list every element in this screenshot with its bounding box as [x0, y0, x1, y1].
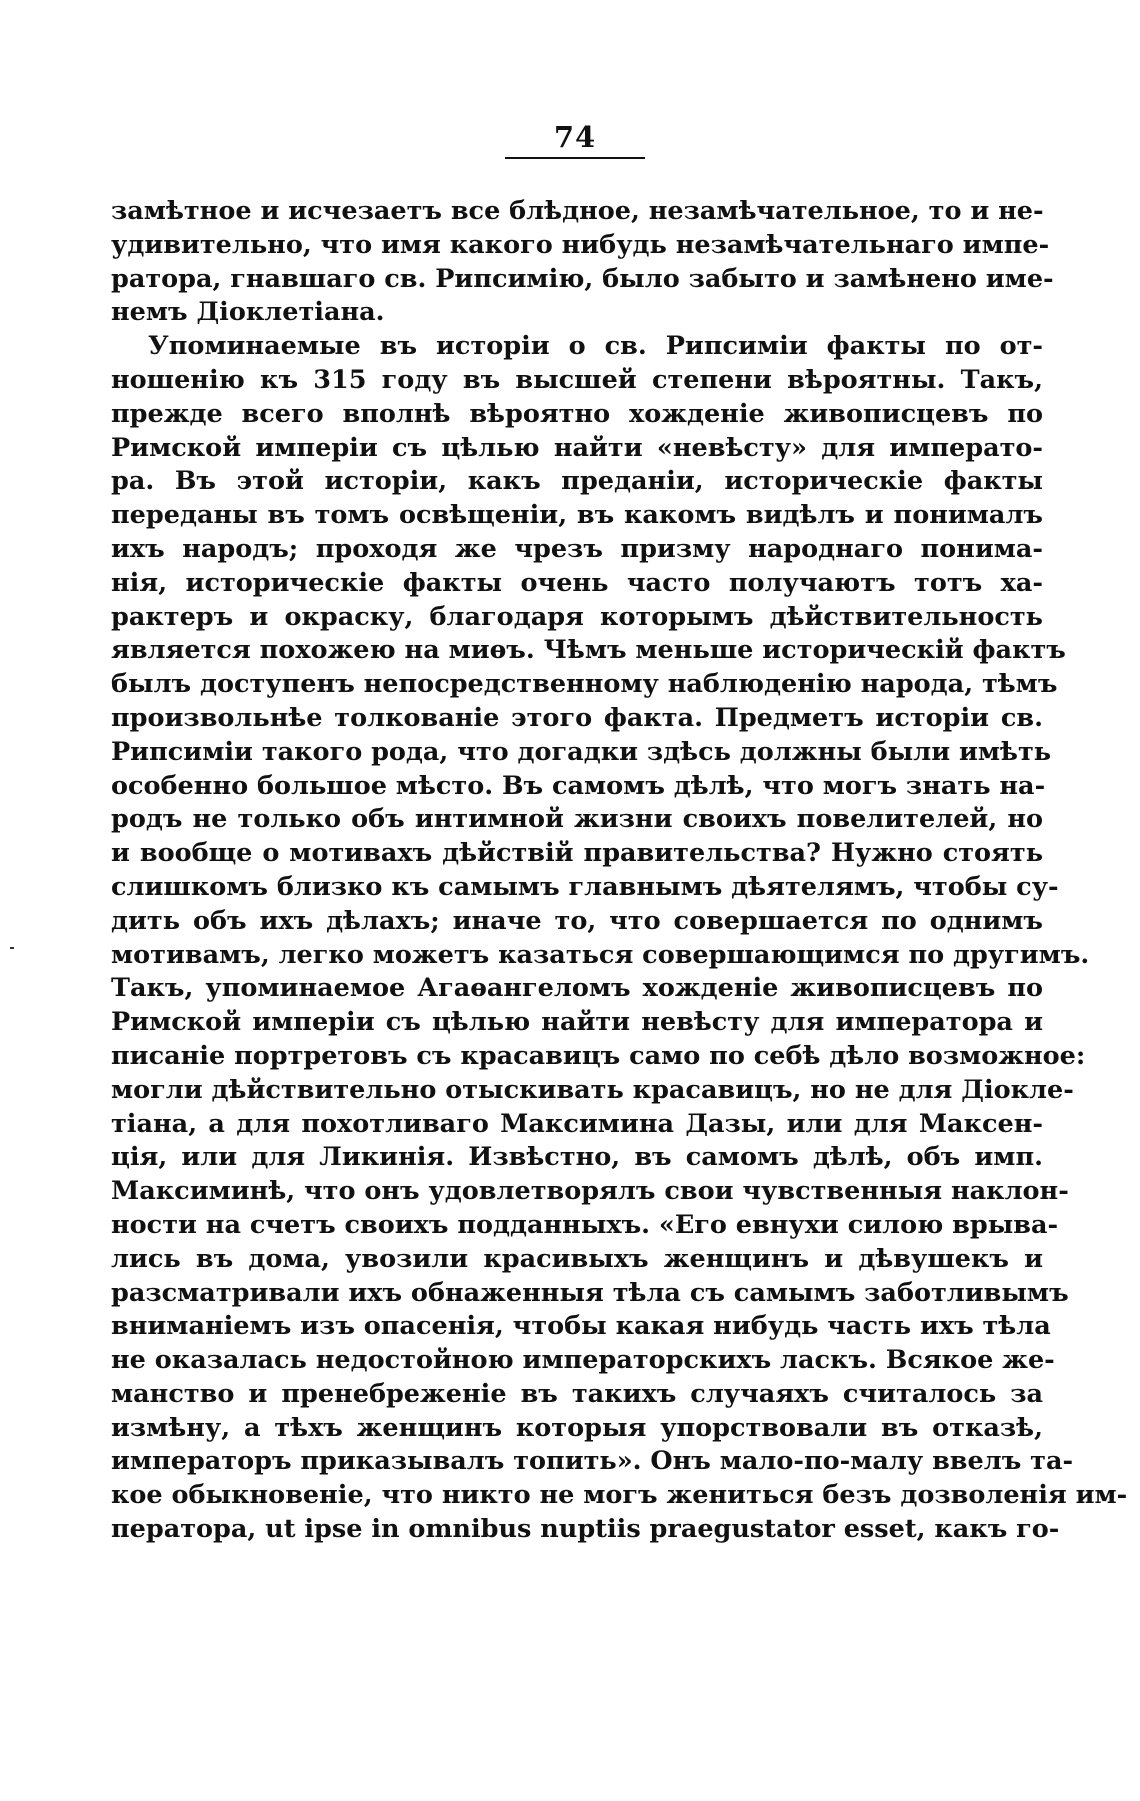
- text-line: императоръ приказывалъ топить». Онъ мало-по-малу ввелъ та-: [111, 1446, 1074, 1477]
- text-line: замѣтное и исчезаетъ все блѣдное, незамѣчательное, то и не-: [111, 196, 1044, 226]
- text-line: дить объ ихъ дѣлахъ; иначе то, что совершается по однимъ: [111, 905, 1043, 936]
- page-number: 74: [553, 120, 597, 154]
- text-line: ихъ народъ; проходя же чрезъ призму народнаго понима-: [111, 533, 1043, 564]
- text-line: ратора, гнавшаго св. Рипсимію, было забыто и замѣнено име-: [111, 263, 1054, 294]
- text-line: ношенію къ 315 году въ высшей степени вѣроятны. Такъ,: [111, 364, 1043, 395]
- text-line: лись въ дома, увозили красивыхъ женщинъ и дѣвушекъ и: [111, 1243, 1043, 1274]
- text-line: произвольнѣе толкованіе этого факта. Предметъ исторіи св.: [111, 702, 1043, 733]
- text-line: Упоминаемые въ исторіи о св. Рипсиміи факты по от-: [148, 331, 1043, 362]
- text-line: разсматривали ихъ обнаженныя тѣла съ самымъ заботливымъ: [111, 1277, 1069, 1308]
- text-line: слишкомъ близко къ самымъ главнымъ дѣятелямъ, чтобы су-: [111, 871, 1059, 902]
- text-line: могли дѣйствительно отыскивать красавицъ, но не для Діокле-: [111, 1074, 1074, 1105]
- text-line: кое обыкновеніе, что никто не могъ жениться безъ дозволенія им-: [111, 1480, 1128, 1511]
- text-line: ператора, ut ipse in omnibus nuptiis praegustator esset, какъ го-: [111, 1514, 1060, 1545]
- text-line: родъ не только объ интимной жизни своихъ повелителей, но: [111, 804, 1043, 835]
- text-line: Рипсиміи такого рода, что догадки здѣсь должны были имѣть: [111, 736, 1052, 767]
- header-rule: [505, 157, 645, 159]
- text-line: не оказалась недостойною императорскихъ ласкъ. Всякое же-: [111, 1345, 1055, 1376]
- text-line: ція, или для Ликинія. Извѣстно, въ самомъ дѣлѣ, объ имп.: [111, 1142, 1043, 1173]
- text-line: ра. Въ этой исторіи, какъ преданіи, историческіе факты: [111, 466, 1043, 497]
- text-line: вниманіемъ изъ опасенія, чтобы какая нибудь часть ихъ тѣла: [111, 1311, 1051, 1342]
- text-line: манство и пренебреженіе въ такихъ случаяхъ считалось за: [111, 1378, 1043, 1409]
- text-line: и вообще о мотивахъ дѣйствій правительства? Нужно стоять: [111, 838, 1043, 869]
- page-header: [505, 120, 645, 159]
- text-line: является похожею на миѳъ. Чѣмъ меньше историческій фактъ: [111, 635, 1066, 666]
- text-line: немъ Діоклетіана.: [111, 297, 385, 328]
- text-line: прежде всего вполнѣ вѣроятно хожденіе живописцевъ по: [111, 398, 1043, 429]
- text-line: ности на счетъ своихъ подданныхъ. «Его евнухи силою врыва-: [111, 1209, 1059, 1240]
- text-line: измѣну, а тѣхъ женщинъ которыя упорствовали въ отказѣ,: [111, 1412, 1043, 1443]
- text-line: особенно большое мѣсто. Въ самомъ дѣлѣ, что могъ знать на-: [111, 770, 1046, 801]
- text-line: Максиминѣ, что онъ удовлетворялъ свои чувственныя наклон-: [111, 1176, 1069, 1207]
- text-line: тіана, а для похотливаго Максимина Дазы, или для Максен-: [111, 1108, 1043, 1139]
- margin-mark: [10, 947, 14, 949]
- text-line: мотивамъ, легко можетъ казаться совершающимся по другимъ.: [111, 939, 1090, 970]
- text-line: Римской имперіи съ цѣлью найти невѣсту для императора и: [111, 1007, 1043, 1038]
- text-line: былъ доступенъ непосредственному наблюденію народа, тѣмъ: [111, 669, 1058, 700]
- text-line: рактеръ и окраску, благодаря которымъ дѣйствительность: [111, 601, 1043, 632]
- text-line: нія, историческіе факты очень часто получаютъ тотъ ха-: [111, 567, 1043, 598]
- text-line: Римской имперіи съ цѣлью найти «невѣсту» для императо-: [111, 432, 1043, 463]
- text-line: удивительно, что имя какого нибудь незамѣчательнаго импе-: [111, 229, 1050, 260]
- text-line: переданы въ томъ освѣщеніи, въ какомъ видѣлъ и понималъ: [111, 500, 1043, 531]
- text-line: Такъ, упоминаемое Агаѳангеломъ хожденіе живописцевъ по: [111, 973, 1043, 1004]
- text-line: писаніе портретовъ съ красавицъ само по себѣ дѣло возможное:: [111, 1040, 1086, 1071]
- body-text: [111, 195, 1128, 1547]
